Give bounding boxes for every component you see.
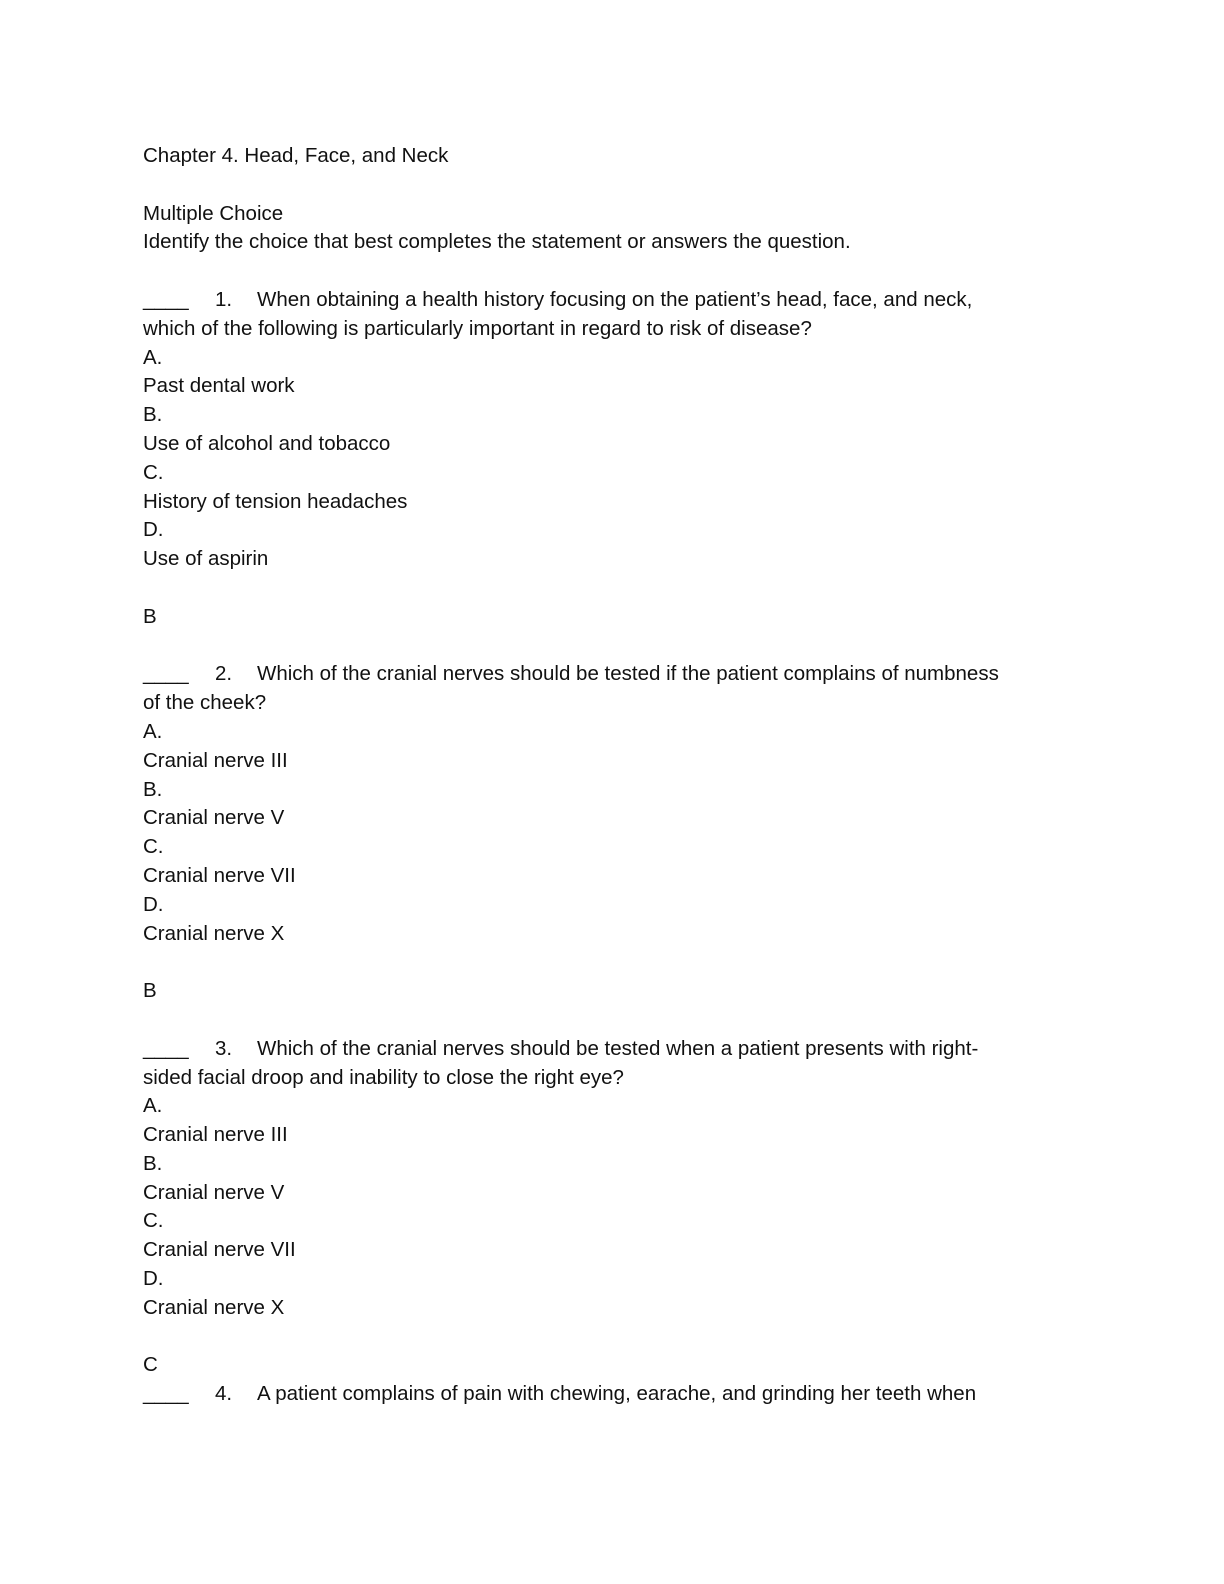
section-title: Multiple Choice [143, 201, 284, 225]
option-letter: D. [143, 1267, 164, 1291]
section-instructions: Identify the choice that best completes the statement or answers the question. [143, 230, 851, 254]
option-text: History of tension headaches [143, 489, 408, 513]
option-letter: B. [143, 1151, 163, 1175]
option-letter: C. [143, 1209, 164, 1233]
question-text-line1: A patient complains of pain with chewing, earache, and grinding her teeth when [257, 1382, 977, 1406]
question-text-line1: Which of the cranial nerves should be tested when a patient presents with right- [257, 1036, 979, 1060]
option-letter: D. [143, 892, 164, 916]
option-letter: D. [143, 518, 164, 542]
answer-blank: ____ [143, 1382, 189, 1406]
answer-key: B [143, 604, 157, 628]
answer-blank: ____ [143, 1036, 189, 1060]
option-letter: C. [143, 460, 164, 484]
question-number: 3. [215, 1036, 233, 1060]
question-text-line2: sided facial droop and inability to close the right eye? [143, 1065, 624, 1089]
option-text: Cranial nerve III [143, 748, 288, 772]
option-text: Cranial nerve VII [143, 1238, 296, 1262]
option-text: Cranial nerve III [143, 1123, 288, 1147]
question-3 [143, 1035, 1063, 1381]
option-letter: A. [143, 345, 163, 369]
question-text-line2: of the cheek? [143, 691, 267, 715]
answer-key: B [143, 979, 157, 1003]
option-text: Past dental work [143, 374, 295, 398]
option-text: Use of alcohol and tobacco [143, 431, 391, 455]
option-text: Cranial nerve V [143, 806, 285, 830]
question-text-line2: which of the following is particularly important in regard to risk of disease? [143, 316, 812, 340]
answer-blank: ____ [143, 287, 189, 311]
question-number: 2. [215, 662, 233, 686]
option-letter: C. [143, 835, 164, 859]
option-letter: B. [143, 777, 163, 801]
answer-blank: ____ [143, 662, 189, 686]
question-text-line1: When obtaining a health history focusing on the patient’s head, face, and neck, [257, 287, 973, 311]
option-letter: B. [143, 403, 163, 427]
question-1 [143, 286, 1063, 660]
question-4 [143, 1380, 1063, 1409]
question-number: 1. [215, 287, 233, 311]
option-text: Use of aspirin [143, 547, 269, 571]
question-number: 4. [215, 1382, 233, 1406]
chapter-title: Chapter 4. Head, Face, and Neck [143, 144, 449, 167]
answer-key: C [143, 1353, 158, 1377]
option-text: Cranial nerve VII [143, 863, 296, 887]
option-letter: A. [143, 1094, 163, 1118]
option-letter: A. [143, 719, 163, 743]
option-text: Cranial nerve X [143, 1295, 285, 1319]
option-text: Cranial nerve V [143, 1180, 285, 1204]
question-2 [143, 660, 1063, 1034]
question-text-line1: Which of the cranial nerves should be tested if the patient complains of numbness [257, 662, 999, 686]
option-text: Cranial nerve X [143, 921, 285, 945]
document-page [143, 142, 1063, 1409]
